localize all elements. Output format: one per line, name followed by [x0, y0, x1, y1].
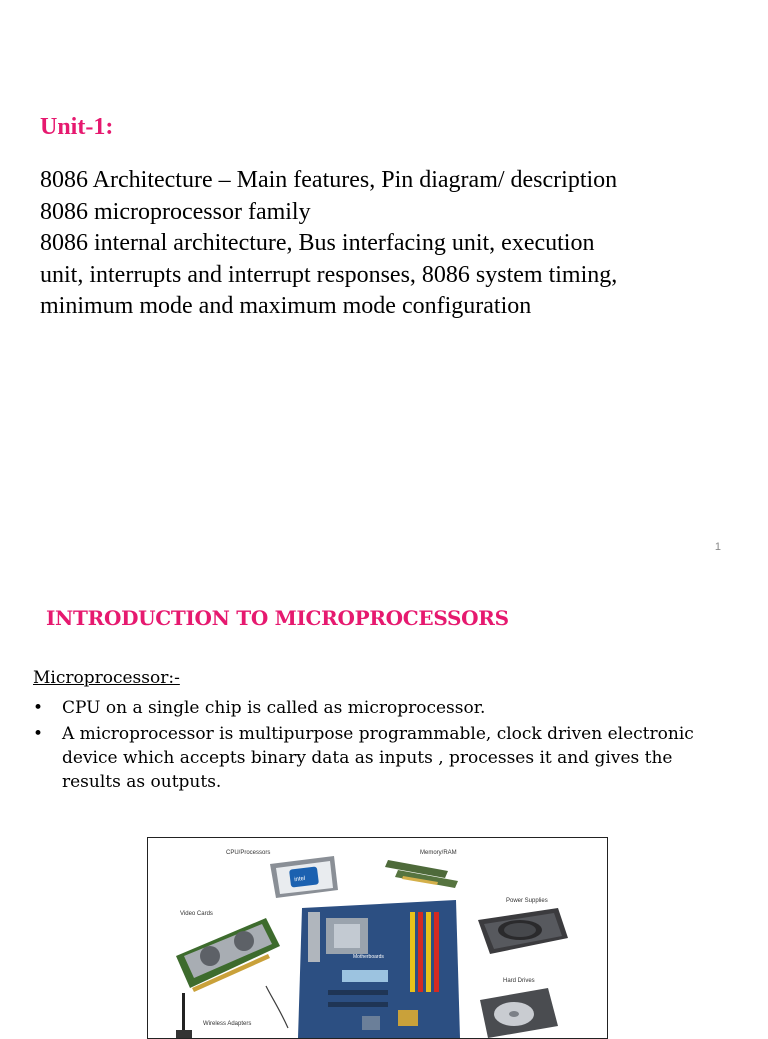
slide-title: INTRODUCTION TO MICROPROCESSORS: [46, 606, 509, 630]
label-power-supplies: Power Supplies: [506, 898, 548, 904]
term-heading: Microprocessor:-: [33, 668, 180, 688]
hard-drive-icon: [480, 988, 558, 1038]
topic-line: 8086 internal architecture, Bus interfacing unit, execution: [40, 230, 595, 256]
computer-components-figure: [147, 837, 608, 1039]
components-illustration: [148, 838, 607, 1038]
video-card-icon: [176, 918, 280, 992]
unit-title: Unit-1:: [40, 114, 114, 140]
label-wireless-adapters: Wireless Adapters: [203, 1021, 252, 1027]
power-supply-icon: [478, 908, 568, 954]
topic-line: minimum mode and maximum mode configuration: [40, 293, 532, 319]
list-item: [33, 696, 733, 720]
topic-line: 8086 Architecture – Main features, Pin diagram/ description: [40, 167, 618, 193]
wireless-adapter-icon: [176, 993, 192, 1038]
label-video-cards: Video Cards: [180, 911, 213, 917]
ram-sticks-icon: [385, 860, 458, 888]
slide-introduction: [0, 566, 768, 1027]
definition-list: [33, 696, 733, 796]
motherboard-label: Motherboards: [353, 954, 384, 960]
motherboard-icon: [298, 900, 460, 1038]
page-number: 1: [714, 541, 721, 553]
topic-line: unit, interrupts and interrupt responses, 8086 system timing,: [40, 261, 618, 288]
bullet-icon: •: [33, 698, 44, 718]
chip-brand-label: intel: [293, 875, 306, 884]
label-hard-drives: Hard Drives: [503, 978, 535, 984]
topic-line: 8086 microprocessor family: [40, 198, 311, 225]
label-cpu: CPU/Processors: [226, 850, 271, 856]
bullet-text: A microprocessor is multipurpose programmable, clock driven electronic device which accepts binary data as inputs , processes it and gives the results as outputs.: [62, 724, 694, 792]
label-memory: Memory/RAM: [420, 850, 457, 856]
topics-block: [40, 165, 740, 323]
bullet-icon: •: [33, 724, 44, 744]
cpu-chip-icon: [270, 856, 338, 898]
cable-line: [266, 986, 288, 1028]
bullet-text: CPU on a single chip is called as microprocessor.: [62, 698, 486, 718]
list-item: [33, 722, 733, 794]
